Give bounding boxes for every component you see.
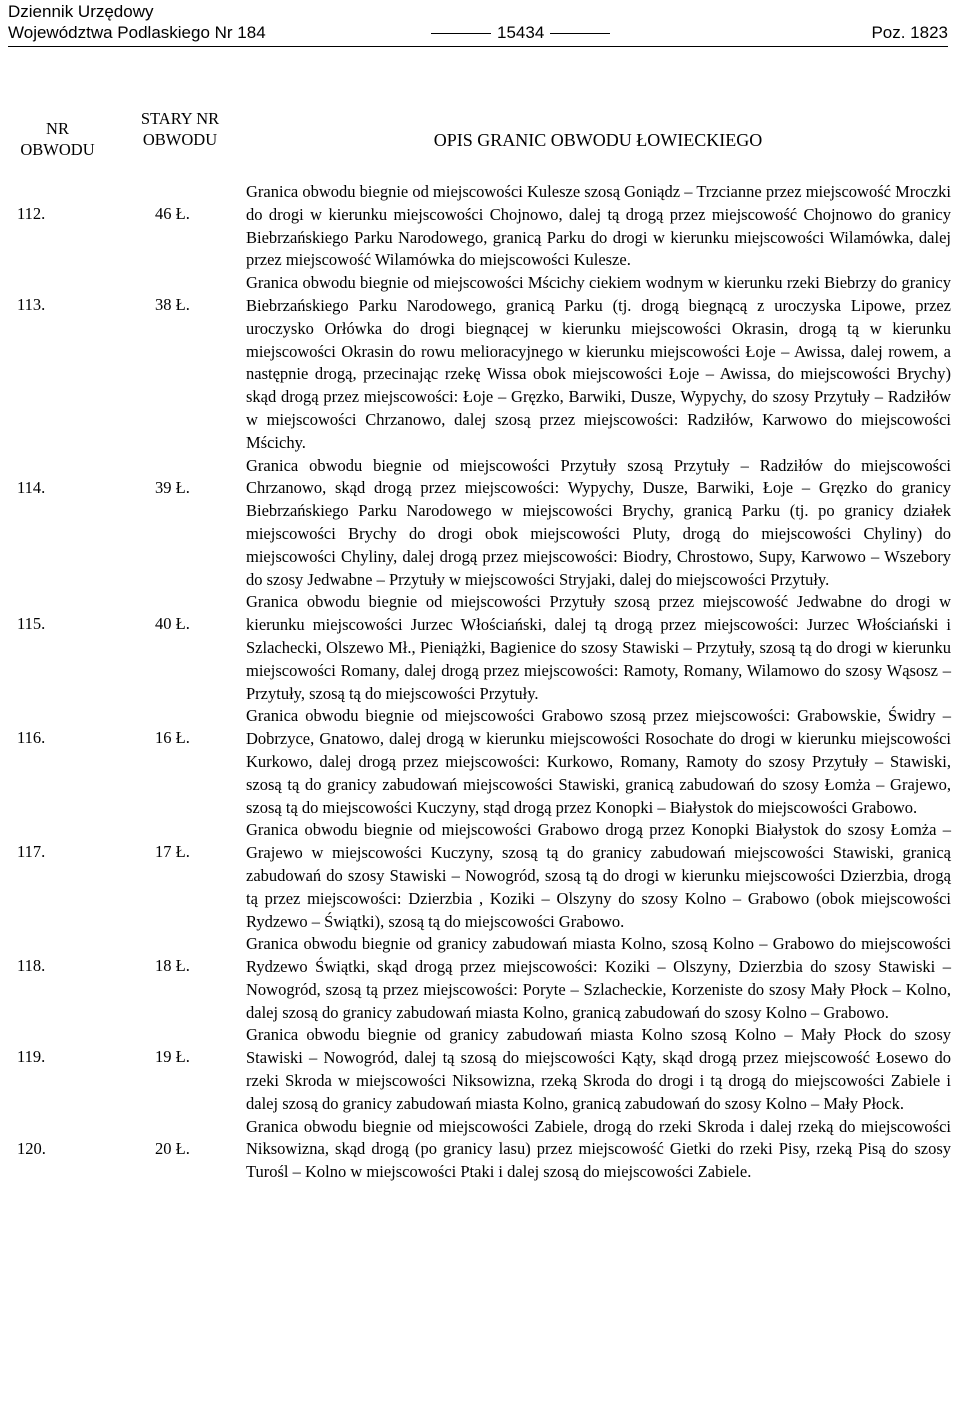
column-header-nr-obwodu [10, 118, 105, 160]
row-number: 118. [17, 956, 46, 976]
row-old-number: 39 Ł. [155, 477, 190, 497]
page-header [8, 0, 948, 50]
row-description: Granica obwodu biegnie od miejscowości Grabowo drogą przez Konopki Białystok do szosy Łomża – Grajewo w miejscowości Kuczyny, szosą tą do granicy zabudowań miejscowości Stawiski, granicą zabudowań do szosy Stawiski – Nowogród, szosą tą do drogi w kierunku miejscowości Dzierzbia, drogą tą przez miejscowości: Dzierzbia , Koziki – Olszyny do szosy Kolno – Grabowo (obok miejscowości Rydzewo – Świątki), szosą tą do miejscowości Grabowo. [246, 820, 951, 931]
column-header-stary-nr-text: STARY NR OBWODU [140, 109, 220, 149]
page-number-text: 15434 [497, 23, 545, 42]
row-description: Granica obwodu biegnie od miejscowości Przytuły szosą Przytuły – Radziłów do miejscowości Chrzanowo, skąd drogą przez miejscowości: Wypychy, Dusze, Barwiki, Łoje – Gręzko do granicy Biebrzańskiego Parku Narodowego w miejscowości Brychy, granicą Parku (tj. po granicy działek miejscowości Brychy do drogi obok miejscowości Pluty, drogą do miejscowości Chyliny) do miejscowości Chyliny, dalej drogą przez miejscowości: Biodry, Chrostowo, Supy, Karwowo – Wszebory do szosy Jedwabne – Przytuły w miejscowości Stryjaki, dalej do miejscowości Przytuły. [246, 455, 951, 589]
column-header-nr-obwodu-text: NR OBWODU [20, 119, 95, 159]
dash-left [431, 33, 491, 34]
row-number: 114. [17, 477, 46, 497]
table-row [0, 455, 960, 592]
row-description: Granica obwodu biegnie od miejscowości Mścichy ciekiem wodnym w kierunku rzeki Biebrzy do granicy Biebrzańskiego Parku Narodowego, granicą Parku (tj. drogą biegnącą z uroczyska Lipowe, przez uroczysko Orłówka do drogi biegnącej w kierunku miejscowości Okrasin, drogą tą w kierunku miejscowości Okrasin do rowu melioracyjnego w kierunku miejscowości Łoje – Awissa, dalej rowem, a następnie drogą, przecinając rzekę Wissa obok miejscowości Łoje – Awissa, do miejscowości Brychy) skąd drogą przez miejscowości: Łoje – Gręzko, Barwiki, Dusze, Wypychy, do szosy Przytuły – Radziłów w miejscowości Chrzanowo, dalej szosą przez miejscowości: Radziłów, Karwowo do miejscowości Mścichy. [246, 273, 951, 452]
table-row [0, 705, 960, 819]
row-description: Granica obwodu biegnie od miejscowości Kulesze szosą Goniądz – Trzcianne przez miejscowość Mroczki do drogi w kierunku miejscowości Chojnowo, dalej tą drogą przez miejscowość Chojnowo do granicy Biebrzańskiego Parku Narodowego, granicą Parku do drogi w kierunku miejscowości Wilamówka, dalej przez miejscowość Wilamówka do miejscowości Kulesze. [246, 182, 951, 270]
row-old-number: 16 Ł. [155, 728, 190, 748]
table-row [0, 591, 960, 705]
row-description: Granica obwodu biegnie od miejscowości Zabiele, drogą do rzeki Skroda i dalej rzeką do miejscowości Niksowizna, skąd drogą (po granicy lasu) przez miejscowość Gietki do rzeki Pisy, rzeką Pisą do szosy Turośl – Kolno w miejscowości Ptaki i dalej szosą do miejscowości Zabiele. [246, 1116, 951, 1182]
table-row [0, 272, 960, 454]
page-number [425, 22, 616, 43]
row-description: Granica obwodu biegnie od granicy zabudowań miasta Kolno szosą Kolno – Mały Płock do szosy Stawiski – Nowogród, dalej tą szosą do miejscowości Kąty, skąd drogą przez miejscowość Łosewo do rzeki Skroda w miejscowości Niksowizna, rzeką Skroda do drogi i tą drogą do miejscowości Zabiele i dalej szosą do granicy zabudowań miasta Kolno, granicą zabudowań do szosy Kolno – Mały Płock. [246, 1025, 951, 1113]
row-old-number: 18 Ł. [155, 956, 190, 976]
row-number: 119. [17, 1047, 46, 1067]
position-number: Poz. 1823 [871, 23, 948, 42]
column-header-stary-nr [130, 108, 230, 150]
row-number: 120. [17, 1138, 46, 1158]
row-old-number: 38 Ł. [155, 295, 190, 315]
row-description: Granica obwodu biegnie od granicy zabudowań miasta Kolno, szosą Kolno – Grabowo do miejscowości Rydzewo Świątki, skąd drogą przez miejscowości: Koziki – Olszyny, Dzierzbia do szosy Stawiski – Nowogród, szosą tą przez miejscowości: Poryte – Szlacheckie, Korzeniste do szosy Mały Płock – Kolno, dalej szosą do granicy zabudowań miasta Kolno, granicą zabudowań do szosy Kolno – Grabowo. [246, 934, 951, 1022]
dash-right [550, 33, 610, 34]
table-row [0, 1024, 960, 1115]
journal-title: Dziennik Urzędowy [8, 2, 154, 21]
header-rule [8, 46, 948, 47]
entries-list [0, 181, 960, 1184]
row-old-number: 20 Ł. [155, 1138, 190, 1158]
row-old-number: 19 Ł. [155, 1047, 190, 1067]
row-number: 117. [17, 842, 46, 862]
table-row [0, 1116, 960, 1184]
journal-subtitle: Województwa Podlaskiego Nr 184 [8, 23, 266, 42]
table-title: OPIS GRANIC OBWODU ŁOWIECKIEGO [433, 130, 763, 150]
row-old-number: 46 Ł. [155, 204, 190, 223]
table-row [0, 181, 960, 272]
row-description: Granica obwodu biegnie od miejscowości Przytuły szosą przez miejscowość Jedwabne do drogi w kierunku miejscowości Jurzec Włościański, dalej tą drogą przez miejscowości: Jurzec Włościański i Szlachecki, Olszewo Mł., Pieniążki, Bagienice do szosy Stawiski – Przytuły, szosą tą do drogi w kierunku miejscowości Romany, dalej drogą przez miejscowości: Ramoty, Romany, Wilamowo do szosy Wąsosz – Przytuły, szosą tą do miejscowości Przytuły. [246, 592, 951, 703]
row-number: 116. [17, 728, 46, 748]
row-number: 112. [17, 204, 46, 223]
row-description: Granica obwodu biegnie od miejscowości Grabowo szosą przez miejscowości: Grabowskie, Świdry – Dobrzyce, Gnatowo, dalej drogą w kierunku miejscowości Rosochate do drogi w kierunku miejscowości Kurkowo, dalej drogą przez miejscowości: Kurkowo, Romany, Ramoty do szosy Przytuły – Stawiski, szosą tą do granicy zabudowań miejscowości Stawiski, granicą zabudowań do szosy Łomża – Grajewo, szosą tą do miejscowości Kuczyny, stąd drogą przez Konopki – Białystok do miejscowości Grabowo. [246, 706, 951, 817]
row-old-number: 40 Ł. [155, 614, 190, 634]
row-number: 115. [17, 614, 46, 634]
row-old-number: 17 Ł. [155, 842, 190, 862]
table-row [0, 819, 960, 933]
table-row [0, 933, 960, 1024]
row-number: 113. [17, 295, 46, 315]
